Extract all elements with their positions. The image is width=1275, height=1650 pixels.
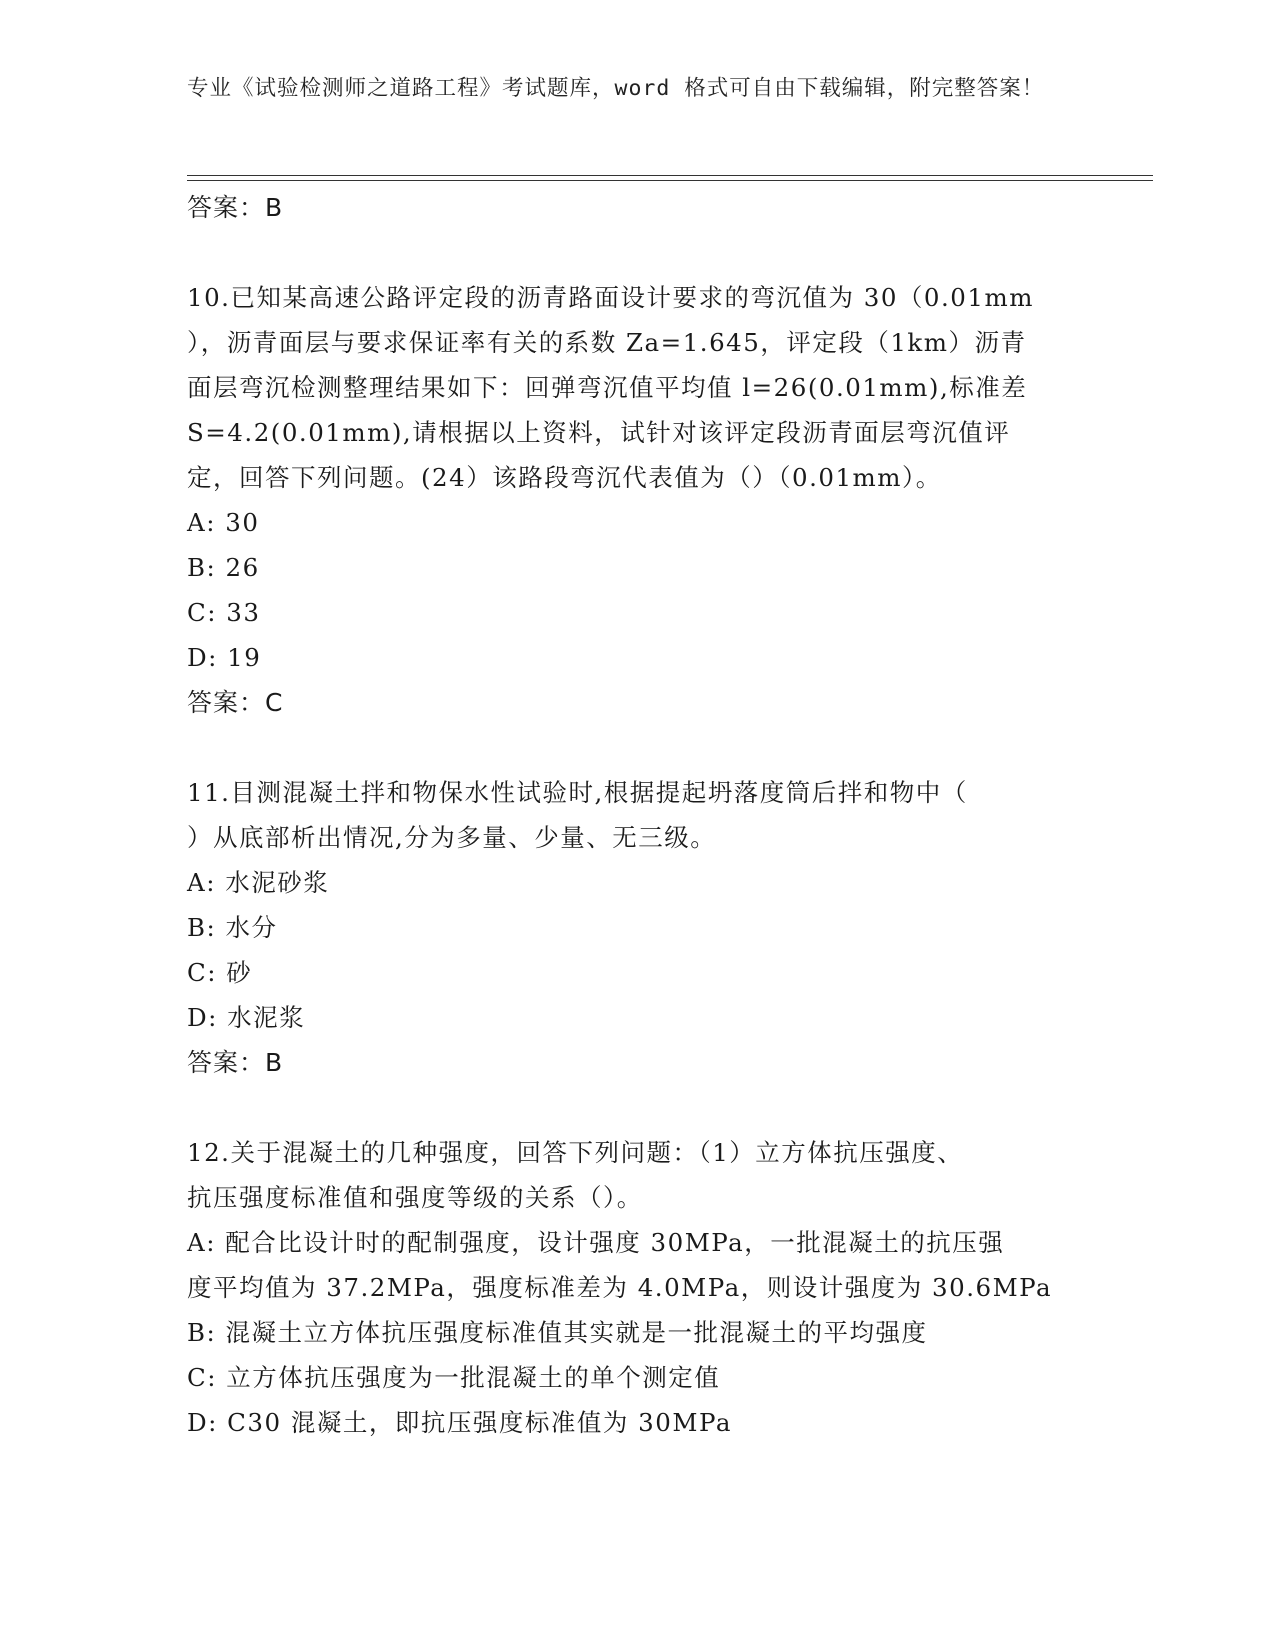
q12-option-d: D: C30 混凝土，即抗压强度标准值为 30MPa <box>187 1408 732 1437</box>
q10-option-b: B: 26 <box>187 553 260 582</box>
q11-option-c: C: 砂 <box>187 958 253 987</box>
q10-option-d: D: 19 <box>187 643 262 672</box>
q10-text-line-1: 10.已知某高速公路评定段的沥青路面设计要求的弯沉值为 30（0.01mm <box>187 283 1034 312</box>
q10-text-line-2: ），沥青面层与要求保证率有关的系数 Za=1.645，评定段（1km）沥青 <box>187 328 1027 357</box>
answer-previous: 答案：B <box>187 193 284 222</box>
q12-text-line-2: 抗压强度标准值和强度等级的关系（）。 <box>187 1183 643 1212</box>
q12-option-b: B: 混凝土立方体抗压强度标准值其实就是一批混凝土的平均强度 <box>187 1318 928 1347</box>
header-rule-top <box>187 175 1153 176</box>
q12-option-c: C: 立方体抗压强度为一批混凝土的单个测定值 <box>187 1363 721 1392</box>
q12-option-a-line-2: 度平均值为 37.2MPa，强度标准差为 4.0MPa，则设计强度为 30.6MPa <box>187 1273 1053 1302</box>
q10-answer: 答案：C <box>187 688 284 717</box>
q11-text-line-2: ）从底部析出情况,分为多量、少量、无三级。 <box>187 823 717 852</box>
q10-text-line-4: S=4.2(0.01mm),请根据以上资料，试针对该评定段沥青面层弯沉值评 <box>187 418 1011 447</box>
q10-option-c: C: 33 <box>187 598 261 627</box>
q10-option-a: A: 30 <box>187 508 260 537</box>
q11-option-b: B: 水分 <box>187 913 278 942</box>
q11-text-line-1: 11.目测混凝土拌和物保水性试验时,根据提起坍落度筒后拌和物中（ <box>187 778 968 807</box>
header-rule-bottom <box>187 180 1153 181</box>
q12-text-line-1: 12.关于混凝土的几种强度，回答下列问题：（1）立方体抗压强度、 <box>187 1138 964 1167</box>
q11-option-d: D: 水泥浆 <box>187 1003 306 1032</box>
q12-option-a-line-1: A: 配合比设计时的配制强度，设计强度 30MPa，一批混凝土的抗压强 <box>187 1228 1005 1257</box>
document-header: 专业《试验检测师之道路工程》考试题库，word 格式可自由下载编辑，附完整答案！ <box>187 76 1045 101</box>
q10-text-line-3: 面层弯沉检测整理结果如下：回弹弯沉值平均值 l=26(0.01mm),标准差 <box>187 373 1028 402</box>
q10-text-line-5: 定，回答下列问题。(24）该路段弯沉代表值为（）（0.01mm）。 <box>187 463 942 492</box>
q11-option-a: A: 水泥砂浆 <box>187 868 330 897</box>
q11-answer: 答案：B <box>187 1048 284 1077</box>
